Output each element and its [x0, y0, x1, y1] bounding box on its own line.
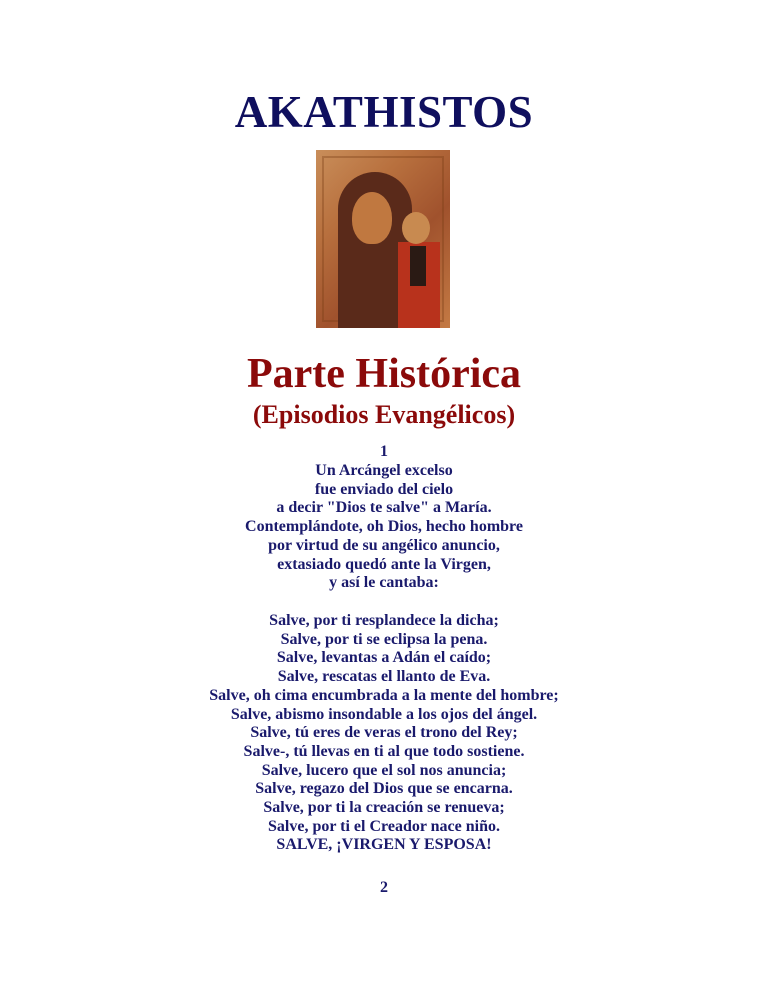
theotokos-icon-image	[316, 150, 450, 328]
salve-line: Salve, levantas a Adán el caído;	[276, 649, 492, 667]
verse-line: Un Arcángel excelso	[315, 462, 453, 479]
verse-line: y así le cantaba:	[329, 574, 439, 592]
salve-refrain: SALVE, ¡VIRGEN Y ESPOSA!	[276, 836, 492, 854]
verse-line: extasiado quedó ante la Virgen,	[277, 555, 491, 573]
icon-child-face-shape	[402, 212, 430, 244]
salve-line: Salve, rescatas el llanto de Eva.	[277, 668, 491, 686]
icon-face-shape	[352, 192, 392, 244]
stanza-number-1: 1	[380, 443, 388, 460]
verse-line: por virtud de su angélico anuncio,	[268, 536, 500, 554]
icon-robe-detail-shape	[410, 246, 426, 286]
salve-line: Salve-, tú llevas en ti al que todo sostiene.	[243, 742, 525, 760]
section-heading: Parte Histórica	[246, 351, 522, 397]
verse-line: a decir "Dios te salve" a María.	[276, 499, 492, 517]
salve-line: Salve, por ti el Creador nace niño.	[268, 817, 500, 835]
salve-line: Salve, por ti resplandece la dicha;	[269, 612, 499, 629]
section-subheading: (Episodios Evangélicos)	[252, 400, 516, 429]
salve-line: Salve, regazo del Dios que se encarna.	[255, 780, 513, 798]
document-title: AKATHISTOS	[234, 87, 534, 137]
salve-line: Salve, abismo insondable a los ojos del ángel.	[230, 705, 538, 723]
salve-line: Salve, oh cima encumbrada a la mente del hombre;	[209, 686, 559, 704]
salve-lines	[0, 612, 768, 855]
salve-line: Salve, tú eres de veras el trono del Rey;	[250, 724, 518, 742]
salve-line: Salve, por ti la creación se renueva;	[263, 799, 505, 817]
salve-line: Salve, por ti se eclipsa la pena.	[280, 630, 488, 648]
salve-line: Salve, lucero que el sol nos anuncia;	[261, 761, 507, 779]
stanza-1-lines	[0, 462, 768, 593]
stanza-number-2: 2	[380, 879, 388, 896]
verse-line: Contemplándote, oh Dios, hecho hombre	[245, 518, 523, 536]
verse-line: fue enviado del cielo	[314, 480, 454, 498]
